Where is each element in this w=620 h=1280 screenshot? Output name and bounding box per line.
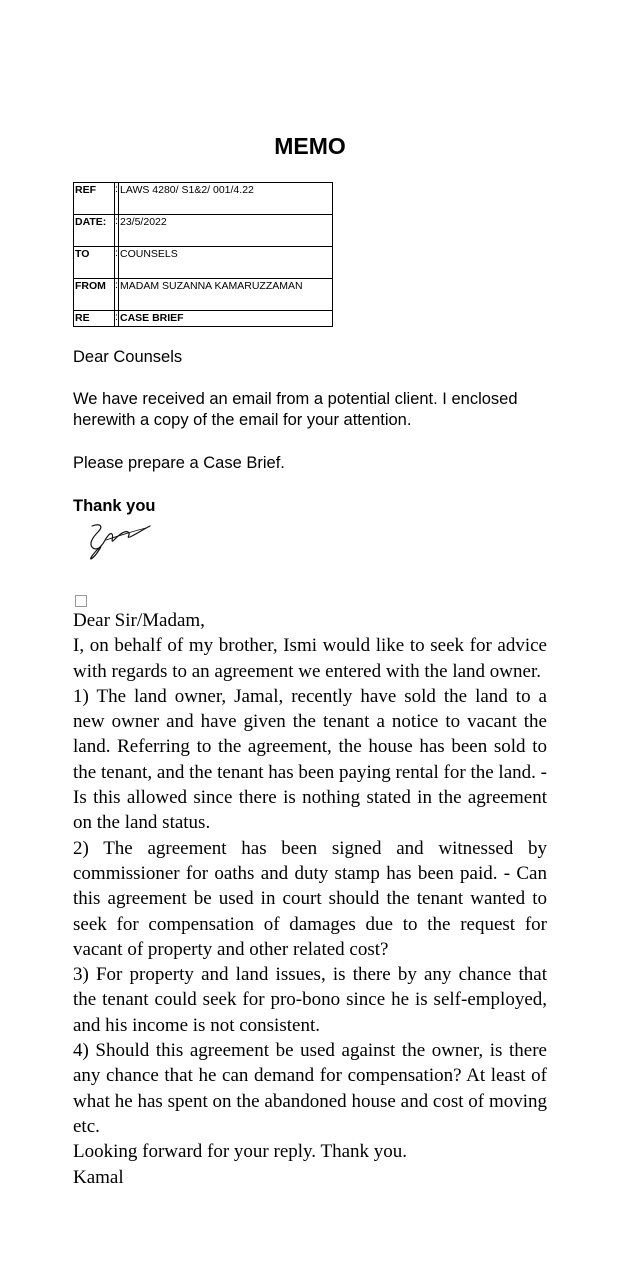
memo-greeting: Dear Counsels — [73, 348, 183, 366]
email-point: 2) The agreement has been signed and witnessed by commissioner for oaths and duty stamp has been paid. - Can this agreement be used in court should the tenant wanted to seek for compensation of damages due to the request for vacant of property and other related cost? — [73, 837, 547, 960]
memo-header-table — [73, 182, 333, 327]
memo-label: FROM — [74, 279, 115, 311]
email-sender: Kamal — [73, 1166, 124, 1188]
memo-label: DATE: — [74, 215, 115, 247]
memo-colon: : — [115, 247, 119, 279]
memo-row-re — [74, 311, 333, 327]
memo-title: MEMO — [274, 133, 346, 159]
memo-value: MADAM SUZANNA KAMARUZZAMAN — [119, 279, 333, 311]
memo-row-to — [74, 247, 333, 279]
memo-closing: Thank you — [73, 497, 156, 515]
email-sign-off: Looking forward for your reply. Thank you. — [73, 1141, 408, 1163]
memo-row-date — [74, 215, 333, 247]
email-point: 1) The land owner, Jamal, recently have sold the land to a new owner and have given the tenant a notice to vacant the land. Referring to the agreement, the house has been sold to the tenant, and the tenant has been paying rental for the land. - Is this allowed since there is nothing stated in the agreement on the land status. — [73, 685, 547, 834]
email-intro: I, on behalf of my brother, Ismi would like to seek for advice with regards to an agreement we entered with the land owner. — [73, 635, 547, 682]
memo-colon: : — [115, 279, 119, 311]
memo-value: 23/5/2022 — [119, 215, 333, 247]
memo-paragraph: Please prepare a Case Brief. — [73, 454, 285, 472]
memo-colon: : — [115, 311, 119, 327]
memo-label: REF — [74, 183, 115, 215]
handwritten-signature — [84, 520, 154, 564]
memo-value: COUNSELS — [119, 247, 333, 279]
memo-colon: : — [115, 215, 119, 247]
memo-colon: : — [115, 183, 119, 215]
memo-value: LAWS 4280/ S1&2/ 001/4.22 — [119, 183, 333, 215]
memo-row-from — [74, 279, 333, 311]
memo-value: CASE BRIEF — [119, 311, 333, 327]
email-salutation: Dear Sir/Madam, — [73, 610, 205, 631]
memo-row-ref — [74, 183, 333, 215]
memo-label: RE — [74, 311, 115, 327]
email-point: 3) For property and land issues, is there by any chance that the tenant could seek for pro-bono since he is self-employed, and his income is not consistent. — [73, 964, 547, 1036]
email-body — [73, 608, 547, 1190]
email-point: 4) Should this agreement be used against the owner, is there any chance that he can demand for compensation? At least of what he has spent on the abandoned house and cost of moving etc. — [73, 1040, 547, 1137]
broken-image-icon — [75, 595, 87, 607]
memo-label: TO — [74, 247, 115, 279]
memo-paragraph: We have received an email from a potential client. I enclosed herewith a copy of the email for your attention. — [73, 390, 518, 429]
